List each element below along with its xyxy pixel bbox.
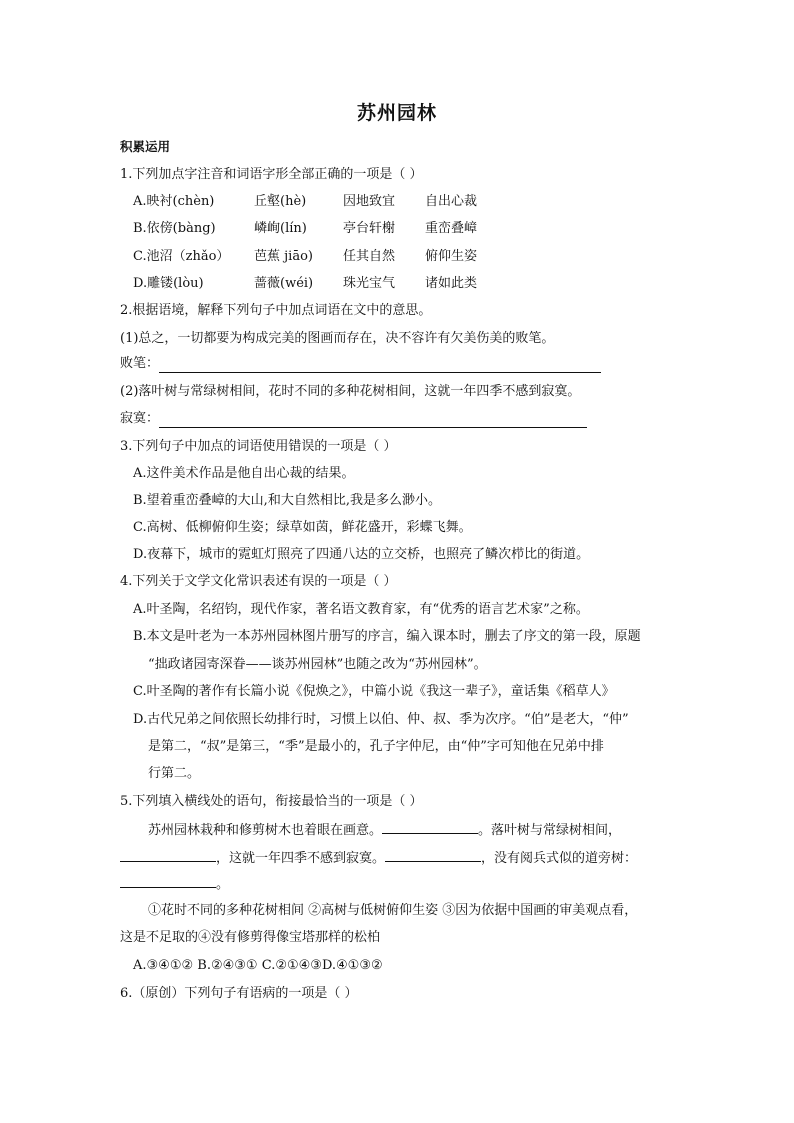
question-5-passage-line-3 bbox=[120, 874, 229, 894]
answer-blank[interactable] bbox=[159, 358, 601, 373]
question-3-option-c: C.高树、低柳俯仰生姿；绿草如茵，鲜花盛开，彩蝶飞舞。 bbox=[133, 520, 472, 535]
option-cell: 诸如此类 bbox=[425, 276, 478, 291]
passage-text: ，这就一年四季不感到寂寞。 bbox=[216, 851, 386, 866]
option-cell: C.池沼（zhǎo） bbox=[133, 249, 230, 264]
option-cell: 嶙峋(lín) bbox=[254, 221, 307, 236]
question-2-sentence-2: (2)落叶树与常绿树相间，花时不同的多种花树相间，这就一年四季不感到寂寞。 bbox=[120, 384, 581, 399]
question-4-option-d-cont: 是第二，“叔”是第三，“季”是最小的，孔子字仲尼，由“仲”字可知他在兄弟中排 bbox=[148, 739, 604, 754]
passage-text: ，没有阅兵式似的道旁树： bbox=[481, 851, 638, 866]
option-cell: 自出心裁 bbox=[425, 194, 478, 209]
question-4-option-b-cont: “拙政诸园寄深眷——谈苏州园林”也随之改为“苏州园林”。 bbox=[148, 657, 487, 672]
answer-label: 寂寞： bbox=[120, 411, 160, 426]
question-5-answers: A.③④①② B.②④③① C.②①④③D.④①③② bbox=[133, 958, 383, 973]
question-1-option-d bbox=[133, 275, 515, 293]
option-cell: 重峦叠嶂 bbox=[425, 221, 478, 236]
option-cell: 任其自然 bbox=[343, 249, 396, 264]
section-heading: 积累运用 bbox=[120, 139, 171, 154]
question-1-stem: 1.下列加点字注音和词语字形全部正确的一项是（ ） bbox=[120, 167, 423, 182]
passage-text: 。 bbox=[216, 877, 230, 892]
option-cell: 芭蕉 jiāo) bbox=[254, 249, 313, 264]
option-cell: 蔷薇(wéi) bbox=[254, 276, 314, 291]
question-4-option-b: B.本文是叶老为一本苏州园林图片册写的序言，编入课本时，删去了序文的第一段，原题 bbox=[133, 629, 641, 644]
question-3-stem: 3.下列句子中加点的词语使用错误的一项是（ ） bbox=[120, 439, 397, 454]
option-cell: 珠光宝气 bbox=[343, 276, 396, 291]
question-6-stem: 6.（原创）下列句子有语病的一项是（ ） bbox=[120, 986, 358, 1001]
question-1-option-a bbox=[133, 193, 515, 211]
question-5-passage-line-2 bbox=[120, 848, 637, 868]
passage-text: 。落叶树与常绿树相间， bbox=[478, 823, 622, 838]
answer-label: 败笔： bbox=[120, 356, 160, 371]
answer-blank[interactable] bbox=[159, 413, 587, 428]
option-cell: B.依傍(bàng) bbox=[133, 221, 216, 236]
fill-blank[interactable] bbox=[120, 874, 216, 888]
question-2-sentence-1: (1)总之，一切都要为构成完美的图画而存在，决不容许有欠美伤美的败笔。 bbox=[120, 331, 555, 346]
question-4-option-d: D.古代兄弟之间依照长幼排行时，习惯上以伯、仲、叔、季为次序。“伯”是老大，“仲” bbox=[133, 712, 629, 727]
option-cell: 俯仰生姿 bbox=[425, 249, 478, 264]
question-3-option-d: D.夜幕下，城市的霓虹灯照亮了四通八达的立交桥，也照亮了鳞次栉比的街道。 bbox=[133, 547, 590, 562]
option-cell: A.映衬(chèn) bbox=[133, 194, 215, 209]
question-4-option-a: A.叶圣陶，名绍钧，现代作家，著名语文教育家，有“优秀的语言艺术家”之称。 bbox=[133, 602, 589, 617]
question-5-passage-line-1 bbox=[148, 820, 621, 840]
question-5-stem: 5.下列填入横线处的语句，衔接最恰当的一项是（ ） bbox=[120, 794, 423, 809]
answer-line-2 bbox=[120, 410, 587, 428]
question-3-option-b: B.望着重峦叠嶂的大山,和大自然相比,我是多么渺小。 bbox=[133, 493, 441, 508]
question-5-items: ①花时不同的多种花树相间 ②高树与低树俯仰生姿 ③因为依据中国画的审美观点看， bbox=[148, 903, 638, 918]
question-5-items-cont: 这是不足取的④没有修剪得像宝塔那样的松柏 bbox=[120, 930, 381, 945]
question-1-option-b bbox=[133, 220, 515, 238]
option-cell: 因地致宜 bbox=[343, 194, 396, 209]
question-4-stem: 4.下列关于文学文化常识表述有误的一项是（ ） bbox=[120, 574, 397, 589]
option-cell: 丘壑(hè) bbox=[254, 194, 307, 209]
question-3-option-a: A.这件美术作品是他自出心裁的结果。 bbox=[133, 466, 355, 481]
question-4-option-c: C.叶圣陶的著作有长篇小说《倪焕之》，中篇小说《我这一辈子》，童话集《稻草人》 bbox=[133, 684, 615, 699]
fill-blank[interactable] bbox=[120, 848, 216, 862]
question-4-option-d-cont: 行第二。 bbox=[148, 766, 201, 781]
passage-text: 苏州园林栽种和修剪树木也着眼在画意。 bbox=[148, 823, 383, 838]
page-title: 苏州园林 bbox=[356, 102, 437, 124]
question-1-option-c bbox=[133, 248, 515, 266]
fill-blank[interactable] bbox=[385, 848, 481, 862]
answer-line-1 bbox=[120, 355, 601, 373]
fill-blank[interactable] bbox=[382, 820, 478, 834]
option-cell: 亭台轩榭 bbox=[343, 221, 396, 236]
question-2-stem: 2.根据语境，解释下列句子中加点词语在文中的意思。 bbox=[120, 303, 432, 318]
option-cell: D.雕镂(lòu) bbox=[133, 276, 204, 291]
